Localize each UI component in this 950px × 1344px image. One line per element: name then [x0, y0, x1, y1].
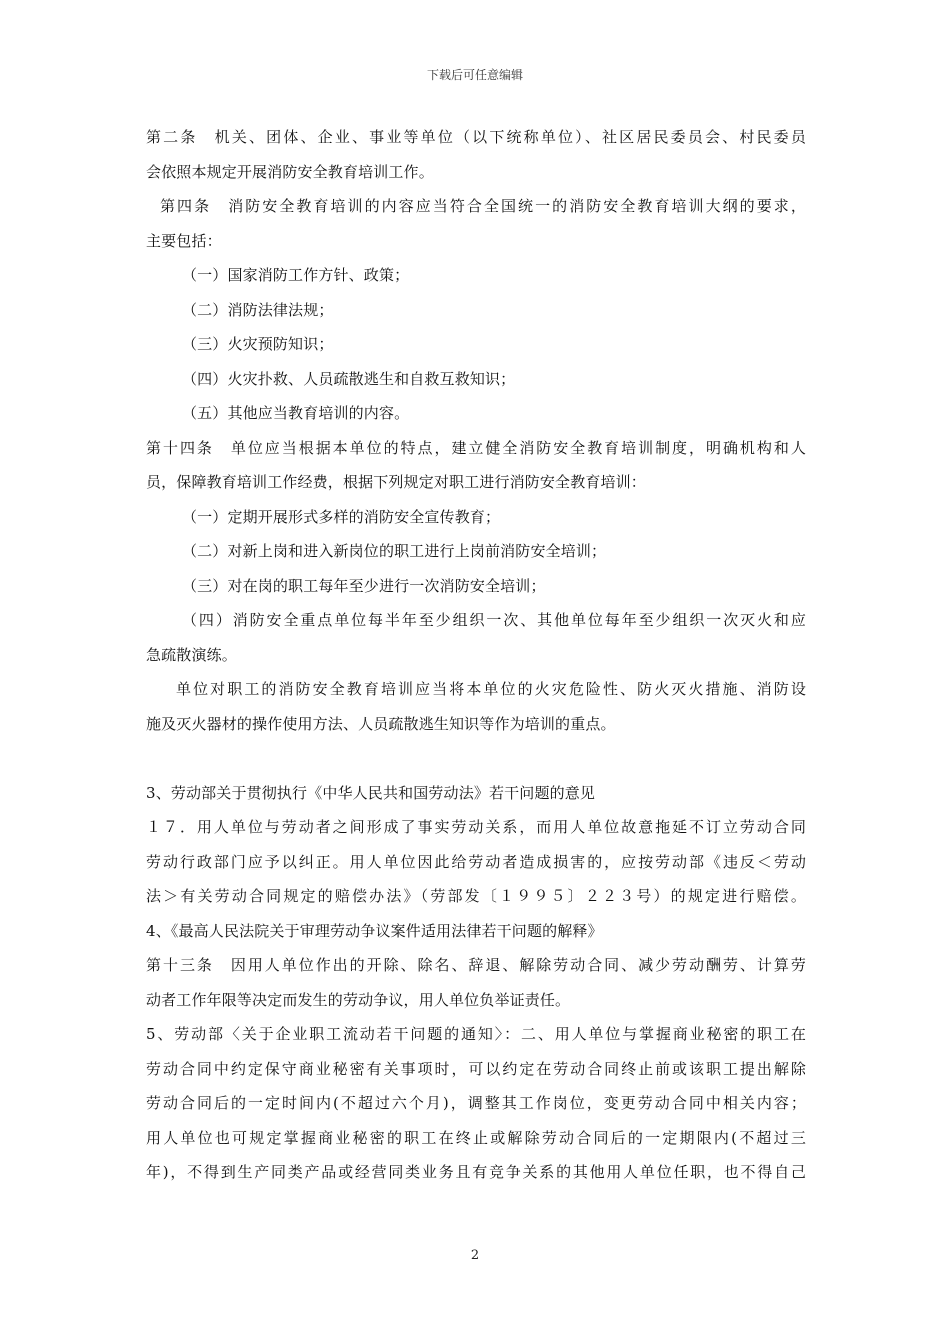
text-line: （四）消防安全重点单位每半年至少组织一次、其他单位每年至少组织一次灭火和应 [182, 611, 806, 629]
text-line: 员，保障教育培训工作经费，根据下列规定对职工进行消防安全教育培训： [146, 473, 646, 491]
text-line: 施及灭火器材的操作使用方法、人员疏散逃生知识等作为培训的重点。 [146, 714, 616, 733]
text-line: 急疏散演练。 [146, 645, 237, 664]
text-line: 用人单位也可规定掌握商业秘密的职工在终止或解除劳动合同后的一定期限内(不超过三 [146, 1128, 806, 1147]
text-line: 第四条 消防安全教育培训的内容应当符合全国统一的消防安全教育培训大纲的要求， [160, 197, 806, 215]
blank-line [146, 741, 806, 776]
document-body [146, 120, 806, 1190]
text-line: 会依照本规定开展消防安全教育培训工作。 [146, 162, 434, 181]
text-line: （三）对在岗的职工每年至少进行一次消防安全培训； [182, 576, 546, 595]
text-line: 第二条 机关、团体、企业、事业等单位（以下统称单位）、社区居民委员会、村民委员 [146, 128, 806, 146]
page-number: 2 [470, 1248, 480, 1263]
page-header-note: 下载后可任意编辑 [426, 68, 523, 82]
text-line: 4、《最高人民法院关于审理劳动争议案件适用法律若干问题的解释》 [146, 921, 603, 940]
text-line: 劳动合同后的一定时间内(不超过六个月)，调整其工作岗位，变更劳动合同中相关内容； [146, 1094, 806, 1112]
text-line: 法＞有关劳动合同规定的赔偿办法》（劳部发〔１９９５〕２２３号）的规定进行赔偿。 [146, 887, 806, 905]
text-line: （四）火灾扑救、人员疏散逃生和自救互救知识； [182, 369, 516, 388]
text-line: 5、劳动部〈关于企业职工流动若干问题的通知〉：二、用人单位与掌握商业秘密的职工在 [146, 1025, 806, 1043]
text-line: （五）其他应当教育培训的内容。 [182, 404, 410, 422]
text-line: 3、劳动部关于贯彻执行《中华人民共和国劳动法》若干问题的意见 [146, 783, 596, 802]
text-line: 动者工作年限等决定而发生的劳动争议，用人单位负举证责任。 [146, 990, 571, 1009]
text-line: （一）定期开展形式多样的消防安全宣传教育； [182, 507, 501, 526]
text-line: 第十三条 因用人单位作出的开除、除名、辞退、解除劳动合同、减少劳动酬劳、计算劳 [146, 956, 806, 974]
text-line: 劳动合同中约定保守商业秘密有关事项时，可以约定在劳动合同终止前或该职工提出解除 [146, 1059, 806, 1078]
text-line: 主要包括： [146, 231, 222, 250]
text-line: 年)，不得到生产同类产品或经营同类业务且有竞争关系的其他用人单位任职，也不得自己 [146, 1163, 806, 1181]
text-line: （一）国家消防工作方针、政策； [182, 266, 410, 284]
text-line: 劳动行政部门应予以纠正。用人单位因此给劳动者造成损害的，应按劳动部《违反＜劳动 [146, 852, 806, 871]
text-line: 单位对职工的消防安全教育培训应当将本单位的火灾危险性、防火灭火措施、消防设 [176, 680, 806, 698]
text-line: （三）火灾预防知识； [182, 335, 334, 353]
text-line: （二）消防法律法规； [182, 300, 334, 319]
text-line: 第十四条 单位应当根据本单位的特点，建立健全消防安全教育培训制度，明确机构和人 [146, 438, 806, 457]
text-line: １７．用人单位与劳动者之间形成了事实劳动关系，而用人单位故意拖延不订立劳动合同 [146, 818, 806, 836]
text-line: （二）对新上岗和进入新岗位的职工进行上岗前消防安全培训； [182, 542, 607, 560]
